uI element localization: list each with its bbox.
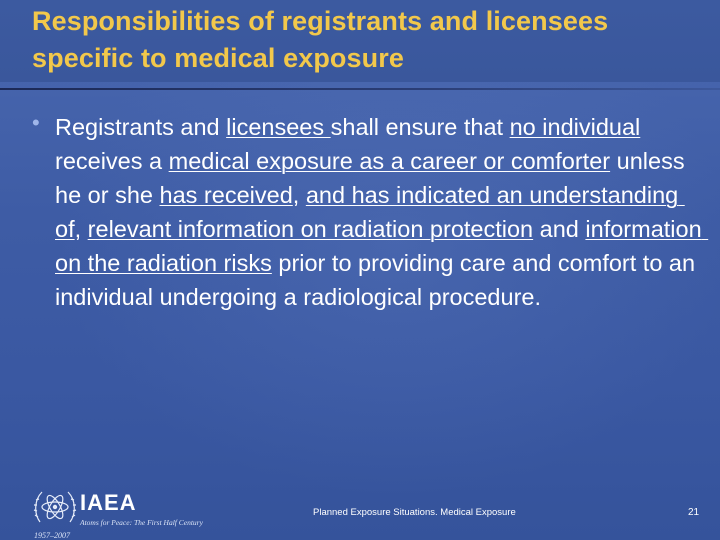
title-divider: [0, 88, 720, 90]
body-phrase: Registrants and: [55, 114, 227, 140]
bullet-body-text: [55, 110, 709, 314]
underlined-phrase: relevant information on radiation protection: [87, 216, 534, 242]
underlined-phrase: information on the radiation risks: [55, 216, 709, 276]
underlined-phrase: no individual: [509, 114, 641, 140]
body-phrase: prior to providing care and comfort to an individual undergoing a radiological procedure.: [55, 250, 702, 310]
body-phrase: ,: [74, 216, 88, 242]
underlined-phrase: and has indicated an understanding of: [55, 182, 685, 242]
footer-caption: Planned Exposure Situations. Medical Exposure: [313, 507, 516, 518]
body-phrase: receives a: [55, 114, 654, 174]
logo-wordmark: IAEA: [80, 490, 137, 515]
bullet-icon: •: [32, 110, 40, 135]
body-phrase: shall ensure that: [330, 114, 510, 140]
title-band: [0, 0, 720, 82]
logo-years: 1957–2007: [34, 531, 70, 540]
body-phrase: ,: [292, 182, 306, 208]
iaea-atom-laurel-icon: [30, 484, 80, 530]
logo-tagline: Atoms for Peace: The First Half Century: [80, 518, 203, 527]
iaea-logo: [30, 484, 220, 540]
page-number: 21: [688, 507, 700, 518]
underlined-phrase: licensees: [226, 114, 331, 140]
slide-title: Responsibilities of registrants and licensees specific to medical exposure: [32, 6, 609, 73]
body-phrase: unless he or she: [55, 148, 692, 208]
underlined-phrase: has received: [159, 182, 293, 208]
body-phrase: and: [533, 216, 586, 242]
underlined-phrase: medical exposure as a career or comforter: [168, 148, 611, 174]
